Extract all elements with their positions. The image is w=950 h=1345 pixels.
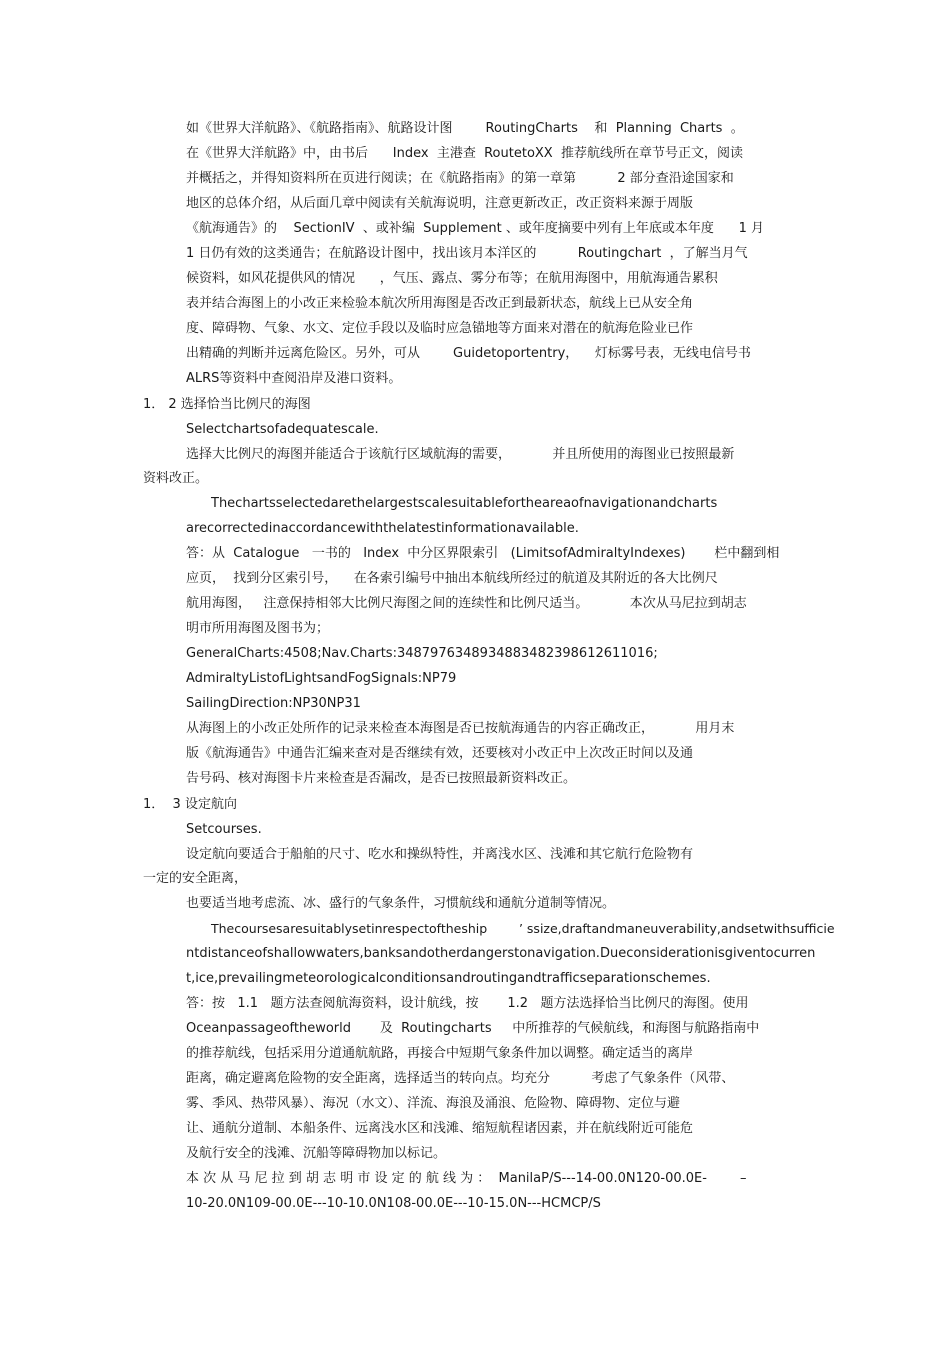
text-line: 的推荐航线，包括采用分道通航航路，再接合中短期气象条件加以调整。确定适当的离岸 [186,1046,694,1061]
text-line: 度、障碍物、气象、水文、定位手段以及临时应急锚地等方面来对潜在的航海危险业已作 [186,321,694,336]
text-line: Oceanpassageoftheworld 及 Routingcharts 中所推荐的气候航线，和海图与航路指南中 [186,1021,760,1036]
text-line: SailingDirection:NP30NP31 [186,696,361,711]
text-line: 版《航海通告》中通告汇编来查对是否继续有效，还要核对小改正中上次改正时间以及通 [186,746,694,761]
section-heading: 1． 3 设定航向 [143,797,237,812]
text-line: GeneralCharts:4508;Nav.Charts:34879763489348834823986​12611016; [186,646,658,661]
text-line: ntdistanceofshallowwaters,banksandotherdangerstonavigation.Dueconsiderationisgiventocurren [186,946,816,961]
text-line: 本 次 从 马 尼 拉 到 胡 志 明 市 设 定 的 航 线 为 ： ManilaP/S---14-00.0N120-00.0E- – [186,1171,747,1186]
text-line: 明市所用海图及图书为； [186,621,330,636]
text-line: 表并结合海图上的小改正来检验本航次所用海图是否改正到最新状态，航线上已从安全角 [186,296,694,311]
text-line: 航用海图， 注意保持相邻大比例尺海图之间的连续性和比例尺适当。 本次从马尼拉到胡志 [186,596,747,611]
text-line: 距离，确定避离危险物的安全距离，选择适当的转向点。均充分 考虑了气象条件（风带、 [186,1071,735,1086]
text-line: 在《世界大洋航路》中，由书后 Index 主港查 RoutetoXX 推荐航线所在章节号正文，阅读 [186,146,743,161]
text-line: 让、通航分道制、本船条件、远离浅水区和浅滩、缩短航程诸因素，并在航线附近可能危 [186,1121,694,1136]
text-line: 一定的安全距离， [143,871,248,886]
text-line: Selectchartsofadequatescale. [186,422,379,437]
text-line: ALRS等资料中查阅沿岸及港口资料。 [186,371,402,386]
text-line: AdmiraltyListofLightsandFogSignals:NP79 [186,671,457,686]
text-line: 并概括之，并得知资料所在页进行阅读；在《航路指南》的第一章第 2 部分查沿途国家和 [186,171,734,186]
text-line: 选择大比例尺的海图并能适合于该航行区域航海的需要， 并且所使用的海图业已按照最新 [186,447,735,462]
text-line: Thechartsselectedarethelargestscalesuitablefortheareaofnavigationandcharts [211,496,718,511]
text-line: 10-20.0N109-00.0E---10-10.0N108-00.0E---10-15.0N---HCMCP/S [186,1196,601,1211]
text-line: 也要适当地考虑流、冰、盛行的气象条件，习惯航线和通航分道制等情况。 [186,896,616,911]
text-line: arecorrectedinaccordancewiththelatestinformationavailable. [186,521,579,536]
text-line: 1 日仍有效的这类通告；在航路设计图中，找出该月本洋区的 Routingchart ，了解当月气 [186,246,748,261]
text-line: 地区的总体介绍，从后面几章中阅读有关航海说明，注意更新改正，改正资料来源于周版 [186,196,694,211]
text-line: 候资料，如风花提供风的情况 ，气压、露点、雾分布等；在航用海图中，用航海通告累积 [186,271,718,286]
text-line: 出精确的判断并远离危险区。另外，可从 Guidetoportentry， 灯标雾号表，无线电信号书 [186,346,751,361]
text-line: 如《世界大洋航路》、《航路指南》、航路设计图 RoutingCharts 和 Planning Charts 。 [186,121,744,136]
text-line: Thecoursesaresuitablysetinrespectoftheship ’ ssize,draftandmaneuverability,andsetwithsufficie [211,921,835,936]
text-line: 答：按 1.1 题方法查阅航海资料，设计航线，按 1.2 题方法选择恰当比例尺的海图。使用 [186,996,749,1011]
text-line: 《航海通告》的 SectionIV 、或补编 Supplement 、或年度摘要中列有上年底或本年度 1 月 [186,221,765,236]
text-line: t,ice,prevailingmeteorologicalconditionsandroutingandtrafficseparationschemes. [186,971,711,986]
text-line: 从海图上的小改正处所作的记录来检查本海图是否已按航海通告的内容正确改正， 用月末 [186,721,735,736]
text-line: 设定航向要适合于船舶的尺寸、吃水和操纵特性，并离浅水区、浅滩和其它航行危险物有 [186,847,694,862]
text-line: 资料改正。 [143,471,209,486]
text-line: 及航行安全的浅滩、沉船等障碍物加以标记。 [186,1146,447,1161]
text-line: Setcourses. [186,822,262,837]
text-line: 雾、季风、热带风暴）、海况（水文）、洋流、海浪及涌浪、危险物、障碍物、定位与避 [186,1096,681,1111]
text-line: 告号码、核对海图卡片来检查是否漏改，是否已按照最新资料改正。 [186,771,577,786]
section-heading: 1． 2 选择恰当比例尺的海图 [143,397,311,412]
text-line: 答：从 Catalogue 一书的 Index 中分区界限索引 (LimitsofAdmiraltyIndexes) 栏中翻到相 [186,546,780,561]
text-line: 应页， 找到分区索引号， 在各索引编号中抽出本航线所经过的航道及其附近的各大比例尺 [186,571,718,586]
